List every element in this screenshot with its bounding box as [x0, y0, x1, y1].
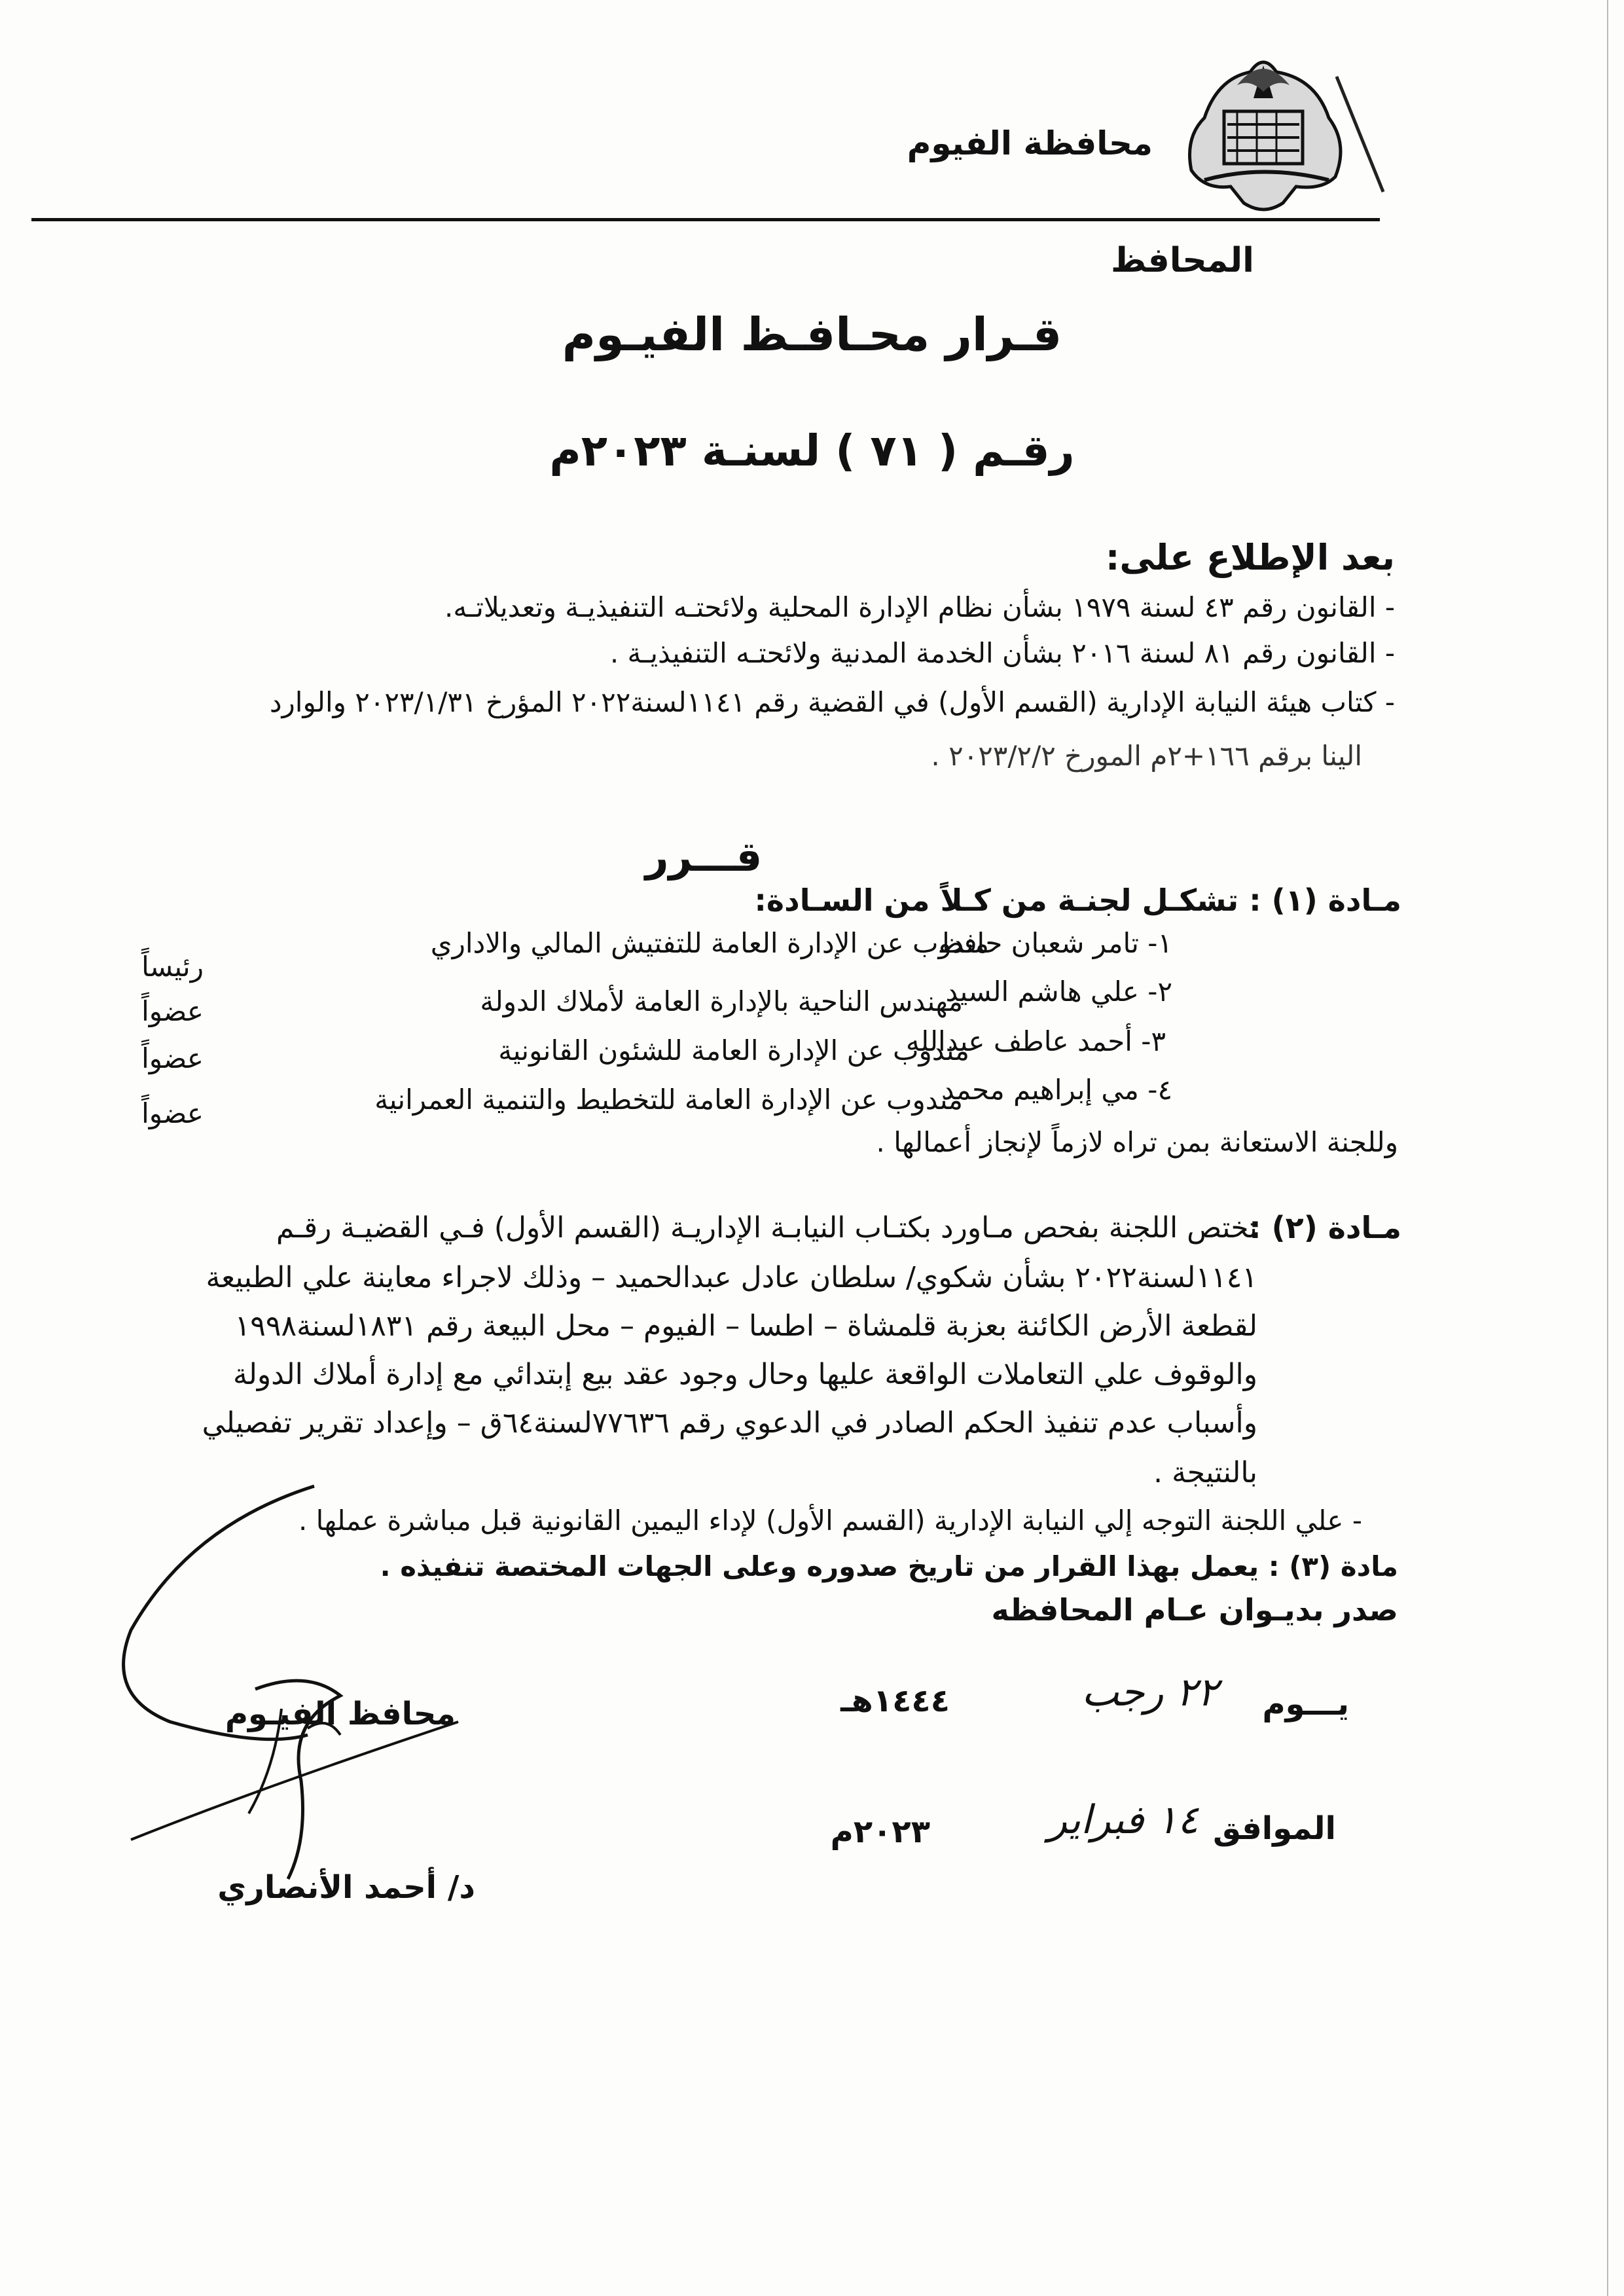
handwritten-signature — [92, 1473, 563, 1899]
member-name: ٤- مي إبراهيم محمد — [941, 1074, 1172, 1106]
article2-line: لقطعة الأرض الكائنة بعزبة قلمشاة – اطسا – الفيوم – محل البيعة رقم ١٨٣١لسنة١٩٩٨ — [234, 1309, 1257, 1343]
decision-number: رقـم ( ٧١ ) لسنـة ٢٠٢٣م — [549, 426, 1075, 476]
decided-label: قـــرر — [645, 833, 763, 881]
header-rule — [31, 218, 1380, 221]
member-name: ٢- علي هاشم السيد — [945, 975, 1172, 1008]
gregorian-year: ٢٠٢٣م — [830, 1813, 930, 1850]
day-label: يـــوم — [1262, 1686, 1349, 1722]
article2-line: ١١٤١لسنة٢٠٢٢ بشأن شكوي/ سلطان عادل عبدالحميد – وذلك لاجراء معاينة علي الطبيعة — [206, 1261, 1257, 1294]
member-role: عضواً — [141, 1042, 204, 1074]
office-label: المحافظ — [1111, 241, 1254, 280]
hijri-date-handwritten: ٢٢ رجب — [1081, 1669, 1218, 1715]
governorate-name: محافظة الفيوم — [907, 124, 1153, 162]
reference-law-81: - القانون رقم ٨١ لسنة ٢٠١٦ بشأن الخدمة المدنية ولائحتـه التنفيذيـة . — [609, 637, 1395, 669]
article1-note: وللجنة الاستعانة بمن تراه لازماً لإنجاز أعمالها . — [876, 1126, 1398, 1158]
signature-title: محافظ الفيـوم — [225, 1696, 456, 1732]
article2-line: والوقوف علي التعاملات الواقعة عليها وحال وجود عقد بيع إبتدائي مع إدارة أملاك الدولة — [232, 1358, 1257, 1391]
hijri-year: ١٤٤٤هـ — [840, 1683, 950, 1719]
article2-line: وأسباب عدم تنفيذ الحكم الصادر في الدعوي رقم ٧٧٦٣٦لسنة٦٤ق – وإعداد تقرير تفصيلي — [202, 1406, 1257, 1440]
preamble-heading: بعد الإطلاع على: — [1105, 537, 1395, 578]
member-name: ١- تامر شعبان حافظ — [937, 927, 1172, 959]
member-position: مندوب عن الإدارة العامة للتخطيط والتنمية العمرانية — [374, 1084, 963, 1116]
decision-title: قـرار محـافـظ الفيـوم — [562, 308, 1062, 361]
article2-line: بالنتيجة . — [1153, 1456, 1257, 1489]
reference-prosecution-letter: - كتاب هيئة النيابة الإدارية (القسم الأول) في القضية رقم ١١٤١لسنة٢٠٢٢ المؤرخ ٢٠٢٣/١/٣١ والوارد — [269, 686, 1395, 718]
gregorian-date-handwritten: ١٤ فبراير — [1048, 1797, 1199, 1843]
member-name: ٣- أحمد عاطف عبدالله — [905, 1025, 1166, 1057]
signatory-name: د/ أحمد الأنصاري — [217, 1869, 475, 1906]
governorate-emblem-icon — [1165, 39, 1362, 223]
issued-at: صدر بديـوان عـام المحافظه — [991, 1592, 1398, 1628]
article1-heading: مـادة (١) : تشكـل لجنـة من كـلاً من السـادة: — [754, 883, 1401, 918]
corresponding-label: الموافق — [1213, 1810, 1336, 1847]
article2-line: تختص اللجنة بفحص مـاورد بكتـاب النيابـة الإداريـة (القسم الأول) فـي القضيـة رقـم — [276, 1211, 1257, 1245]
reference-law-43: - القانون رقم ٤٣ لسنة ١٩٧٩ بشأن نظام الإدارة المحلية ولائحتـه التنفيذيـة وتعديلاتـه. — [444, 591, 1395, 623]
reference-continuation: الينا برقم ١٦٦+٢م المورخ ٢٠٢٣/٢/٢ . — [931, 740, 1362, 772]
article3-text: مادة (٣) : يعمل بهذا القرار من تاريخ صدوره وعلى الجهات المختصة تنفيذه . — [380, 1550, 1398, 1582]
member-role: عضواً — [141, 995, 204, 1027]
member-position: مندوب عن الإدارة العامة للتفتيش المالي والاداري — [430, 927, 989, 959]
member-position: مندوب عن الإدارة العامة للشئون القانونية — [498, 1034, 969, 1066]
member-role: عضواً — [141, 1097, 204, 1129]
member-position: مهندس الناحية بالإدارة العامة لأملاك الدولة — [480, 985, 963, 1017]
member-role: رئيساً — [141, 951, 204, 983]
article2-heading: مـادة (٢) : — [1249, 1210, 1401, 1245]
article2-oath: - علي اللجنة التوجه إلي النيابة الإدارية (القسم الأول) لإداء اليمين القانونية قبل مباشرة عملها . — [298, 1504, 1362, 1537]
